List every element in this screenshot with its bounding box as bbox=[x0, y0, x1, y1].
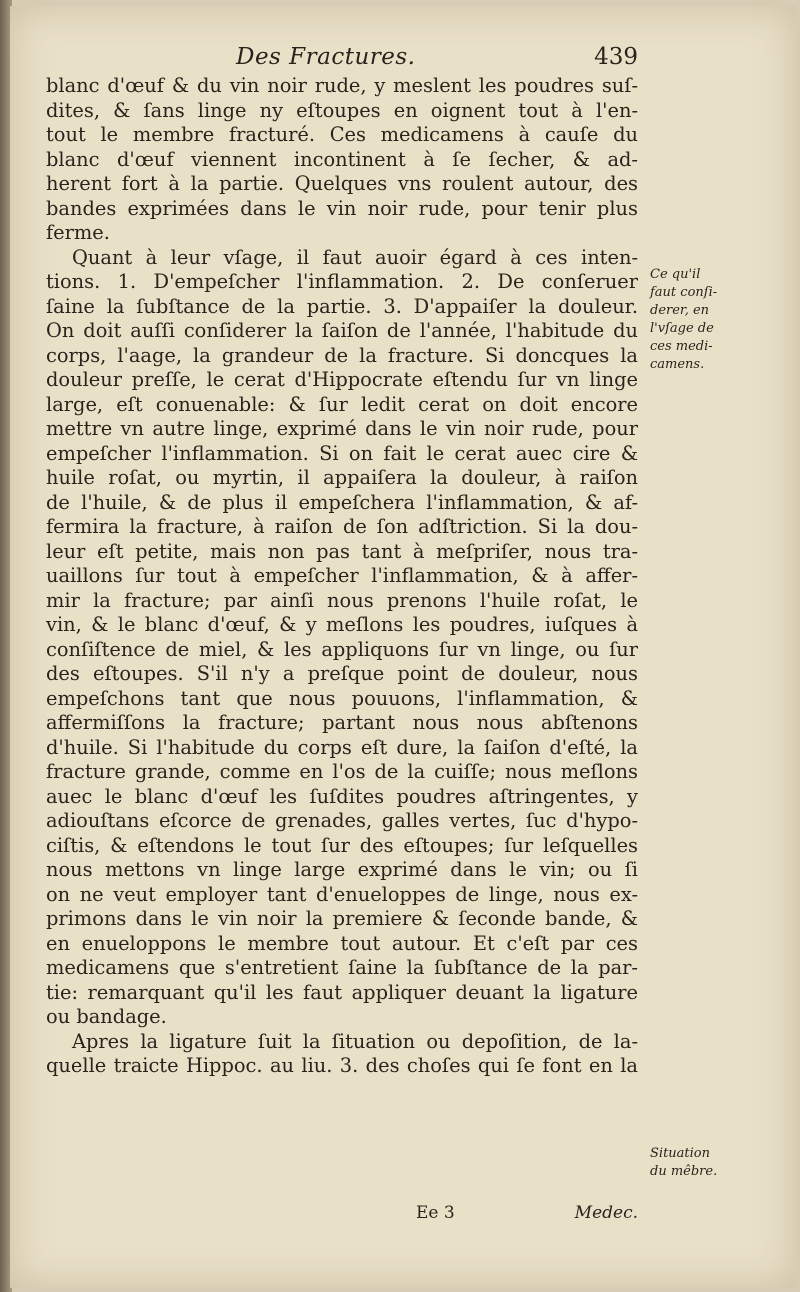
margin-note-line: l'vſage de bbox=[650, 321, 714, 336]
text-line: Quant à leur vſage, il faut auoir égard à ces inten- bbox=[72, 245, 638, 269]
text-line: affermiſſons la fracture; partant nous nous abſtenons bbox=[46, 711, 638, 734]
page-header bbox=[46, 42, 638, 74]
margin-note-situation bbox=[650, 1145, 780, 1181]
text-line: medicamens que s'entretient ſaine la ſubſtance de la par- bbox=[46, 956, 638, 979]
margin-note-line: camens. bbox=[650, 357, 705, 372]
text-line: Apres la ligature ſuit la ſituation ou depoſition, de la- bbox=[72, 1029, 638, 1053]
text-line: fermira la fracture, à raiſon de ſon adſtriction. Si la dou- bbox=[46, 515, 638, 538]
text-line: tout le membre fracturé. Ces medicamens à cauſe du bbox=[46, 123, 638, 146]
text-line: mir la fracture; par ainſi nous prenons l'huile roſat, le bbox=[46, 588, 638, 612]
margin-note-line: ces medi- bbox=[650, 339, 713, 354]
text-line: leur eſt petite, mais non pas tant à meſpriſer, nous tra- bbox=[46, 539, 638, 563]
text-line: empeſcher l'inflammation. Si on fait le cerat auec cire & bbox=[46, 441, 638, 465]
margin-note-line: Situation bbox=[650, 1146, 710, 1161]
text-line: tie: remarquant qu'il les faut appliquer deuant la ligature bbox=[46, 980, 638, 1004]
margin-note-line: derer, en bbox=[650, 303, 710, 318]
margin-note-usage bbox=[650, 266, 780, 374]
text-line: fracture grande, comme en l'os de la cuiſſe; nous meſlons bbox=[46, 760, 638, 783]
page-number: 439 bbox=[594, 44, 638, 70]
text-line: mettre vn autre linge, exprimé dans le vin noir rude, pour bbox=[46, 417, 638, 440]
text-line: uaillons ſur tout à empeſcher l'inflammation, & à affer- bbox=[46, 564, 638, 587]
text-line: de l'huile, & de plus il empeſchera l'inflammation, & af- bbox=[46, 490, 638, 514]
margin-note-line: du mêbre. bbox=[650, 1164, 718, 1179]
catchword: Medec. bbox=[574, 1203, 638, 1223]
text-line: ou bandage. bbox=[46, 1005, 167, 1028]
signature-mark: Ee 3 bbox=[416, 1203, 455, 1223]
text-line: ferme. bbox=[46, 221, 110, 244]
text-line: nous mettons vn linge large exprimé dans le vin; ou ſi bbox=[46, 858, 638, 881]
text-line: vin, & le blanc d'œuf, & y meſlons les poudres, iuſques à bbox=[46, 613, 638, 636]
running-title: Des Fractures. bbox=[236, 44, 416, 70]
text-line: quelle traicte Hippoc. au liu. 3. des choſes qui ſe font en la bbox=[46, 1054, 638, 1077]
text-line: corps, l'aage, la grandeur de la fracture. Si doncques la bbox=[46, 343, 638, 367]
text-line: ciſtis, & eſtendons le tout ſur des eſtoupes; ſur leſquelles bbox=[46, 833, 638, 857]
text-line: des eſtoupes. S'il n'y a preſque point de douleur, nous bbox=[46, 662, 638, 685]
text-line: dites, & ſans linge ny eſtoupes en oignent tout à l'en- bbox=[46, 98, 638, 122]
text-line: primons dans le vin noir la premiere & ſeconde bande, & bbox=[46, 907, 638, 930]
text-line: douleur preſſe, le cerat d'Hippocrate eſtendu ſur vn linge bbox=[46, 368, 638, 391]
main-text bbox=[46, 74, 638, 1079]
text-line: On doit auſſi conſiderer la ſaiſon de l'année, l'habitude du bbox=[46, 319, 638, 342]
text-line: conſiſtence de miel, & les appliquons ſur vn linge, ou ſur bbox=[46, 637, 638, 661]
page-footer bbox=[46, 1203, 638, 1229]
text-line: huile roſat, ou myrtin, il appaiſera la douleur, à raiſon bbox=[46, 466, 638, 489]
text-line: en enueloppons le membre tout autour. Et c'eſt par ces bbox=[46, 931, 638, 955]
text-line: tions. 1. D'empeſcher l'inflammation. 2. De conſeruer bbox=[46, 270, 638, 293]
margin-note-line: faut conſi- bbox=[650, 285, 718, 300]
text-line: adiouſtans eſcorce de grenades, galles vertes, ſuc d'hypo- bbox=[46, 809, 638, 832]
text-line: auec le blanc d'œuf les ſuſdites poudres aſtringentes, y bbox=[46, 784, 638, 808]
text-line: empeſchons tant que nous pouuons, l'inflammation, & bbox=[46, 686, 638, 710]
text-line: d'huile. Si l'habitude du corps eſt dure, la ſaiſon d'eſté, la bbox=[46, 735, 638, 759]
text-line: ſaine la ſubſtance de la partie. 3. D'appaiſer la douleur. bbox=[46, 294, 638, 318]
text-line: blanc d'œuf & du vin noir rude, y meslent les poudres suſ- bbox=[46, 74, 638, 97]
text-line: bandes exprimées dans le vin noir rude, pour tenir plus bbox=[46, 196, 638, 220]
text-line: on ne veut employer tant d'enueloppes de linge, nous ex- bbox=[46, 882, 638, 906]
text-line: large, eſt conuenable: & ſur ledit cerat on doit encore bbox=[46, 392, 638, 416]
text-line: herent fort à la partie. Quelques vns roulent autour, des bbox=[46, 172, 638, 195]
text-line: blanc d'œuf viennent incontinent à ſe ſecher, & ad- bbox=[46, 147, 638, 171]
margin-note-line: Ce qu'il bbox=[650, 267, 701, 282]
